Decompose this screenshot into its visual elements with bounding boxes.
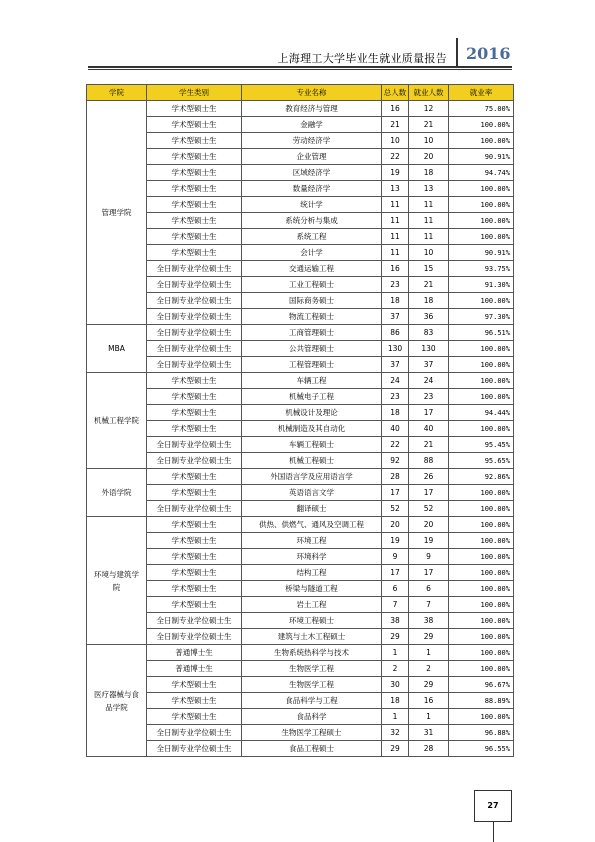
student-type-cell: 全日制专业学位硕士生: [147, 725, 242, 741]
student-type-cell: 学术型硕士生: [147, 197, 242, 213]
rate-cell: 100.00%: [449, 501, 514, 517]
total-cell: 19: [382, 533, 409, 549]
major-cell: 外国语言学及应用语言学: [242, 469, 382, 485]
major-cell: 食品工程硕士: [242, 741, 382, 757]
student-type-cell: 全日制专业学位硕士生: [147, 341, 242, 357]
college-cell: 医疗器械与食品学院: [87, 645, 147, 757]
column-header-student-type: 学生类别: [147, 85, 242, 101]
table-row: [87, 613, 514, 629]
student-type-cell: 学术型硕士生: [147, 597, 242, 613]
major-cell: 工业工程硕士: [242, 277, 382, 293]
employed-cell: 11: [409, 229, 449, 245]
rate-cell: 100.00%: [449, 645, 514, 661]
table-row: [87, 133, 514, 149]
employed-cell: 26: [409, 469, 449, 485]
rate-cell: 100.00%: [449, 357, 514, 373]
total-cell: 130: [382, 341, 409, 357]
table-row: [87, 437, 514, 453]
major-cell: 建筑与土木工程硕士: [242, 629, 382, 645]
employed-cell: 28: [409, 741, 449, 757]
student-type-cell: 全日制专业学位硕士生: [147, 261, 242, 277]
employed-cell: 11: [409, 197, 449, 213]
employed-cell: 37: [409, 357, 449, 373]
table-row: [87, 693, 514, 709]
student-type-cell: 学术型硕士生: [147, 709, 242, 725]
major-cell: 数量经济学: [242, 181, 382, 197]
total-cell: 7: [382, 597, 409, 613]
student-type-cell: 学术型硕士生: [147, 181, 242, 197]
major-cell: 岩土工程: [242, 597, 382, 613]
major-cell: 车辆工程硕士: [242, 437, 382, 453]
major-cell: 会计学: [242, 245, 382, 261]
rate-cell: 97.30%: [449, 309, 514, 325]
major-cell: 机械电子工程: [242, 389, 382, 405]
table-row: [87, 565, 514, 581]
total-cell: 16: [382, 261, 409, 277]
total-cell: 29: [382, 629, 409, 645]
table-row: [87, 229, 514, 245]
rate-cell: 96.55%: [449, 741, 514, 757]
employed-cell: 13: [409, 181, 449, 197]
major-cell: 结构工程: [242, 565, 382, 581]
major-cell: 环境工程: [242, 533, 382, 549]
employed-cell: 17: [409, 405, 449, 421]
employed-cell: 38: [409, 613, 449, 629]
table-row: [87, 469, 514, 485]
total-cell: 1: [382, 709, 409, 725]
student-type-cell: 学术型硕士生: [147, 693, 242, 709]
major-cell: 统计学: [242, 197, 382, 213]
employed-cell: 10: [409, 133, 449, 149]
employed-cell: 12: [409, 101, 449, 117]
major-cell: 机械工程硕士: [242, 453, 382, 469]
total-cell: 18: [382, 693, 409, 709]
total-cell: 23: [382, 389, 409, 405]
total-cell: 13: [382, 181, 409, 197]
total-cell: 1: [382, 645, 409, 661]
table-row: [87, 309, 514, 325]
student-type-cell: 全日制专业学位硕士生: [147, 613, 242, 629]
table-row: [87, 725, 514, 741]
table-row: [87, 581, 514, 597]
major-cell: 供热、供燃气、通风及空调工程: [242, 517, 382, 533]
table-row: [87, 453, 514, 469]
total-cell: 38: [382, 613, 409, 629]
rate-cell: 92.86%: [449, 469, 514, 485]
student-type-cell: 学术型硕士生: [147, 213, 242, 229]
total-cell: 10: [382, 133, 409, 149]
total-cell: 86: [382, 325, 409, 341]
major-cell: 劳动经济学: [242, 133, 382, 149]
rate-cell: 100.00%: [449, 629, 514, 645]
student-type-cell: 学术型硕士生: [147, 117, 242, 133]
total-cell: 24: [382, 373, 409, 389]
total-cell: 21: [382, 117, 409, 133]
rate-cell: 100.00%: [449, 133, 514, 149]
table-row: [87, 197, 514, 213]
rate-cell: 100.00%: [449, 229, 514, 245]
major-cell: 生物医学工程: [242, 677, 382, 693]
total-cell: 40: [382, 421, 409, 437]
college-cell: 环境与建筑学院: [87, 517, 147, 645]
employed-cell: 21: [409, 277, 449, 293]
table-header-row: [87, 85, 514, 101]
rate-cell: 100.00%: [449, 533, 514, 549]
student-type-cell: 学术型硕士生: [147, 165, 242, 181]
rate-cell: 100.00%: [449, 213, 514, 229]
rate-cell: 96.51%: [449, 325, 514, 341]
student-type-cell: 全日制专业学位硕士生: [147, 453, 242, 469]
student-type-cell: 学术型硕士生: [147, 549, 242, 565]
table-body: [87, 101, 514, 757]
page-number: 27: [474, 790, 512, 822]
table-row: [87, 293, 514, 309]
rate-cell: 100.00%: [449, 421, 514, 437]
rate-cell: 100.00%: [449, 549, 514, 565]
major-cell: 环境科学: [242, 549, 382, 565]
page-number-stem: [493, 822, 494, 842]
rate-cell: 100.00%: [449, 565, 514, 581]
major-cell: 金融学: [242, 117, 382, 133]
table-row: [87, 373, 514, 389]
employed-cell: 10: [409, 245, 449, 261]
total-cell: 22: [382, 437, 409, 453]
total-cell: 18: [382, 293, 409, 309]
header-rule: [88, 66, 512, 68]
table-row: [87, 485, 514, 501]
table-row: [87, 389, 514, 405]
employed-cell: 21: [409, 437, 449, 453]
total-cell: 92: [382, 453, 409, 469]
total-cell: 19: [382, 165, 409, 181]
total-cell: 28: [382, 469, 409, 485]
table-row: [87, 597, 514, 613]
total-cell: 17: [382, 485, 409, 501]
employed-cell: 21: [409, 117, 449, 133]
employment-table: [86, 84, 514, 757]
employed-cell: 23: [409, 389, 449, 405]
employed-cell: 20: [409, 517, 449, 533]
employed-cell: 16: [409, 693, 449, 709]
student-type-cell: 学术型硕士生: [147, 485, 242, 501]
major-cell: 交通运输工程: [242, 261, 382, 277]
student-type-cell: 学术型硕士生: [147, 133, 242, 149]
rate-cell: 94.74%: [449, 165, 514, 181]
table-row: [87, 357, 514, 373]
table-row: [87, 421, 514, 437]
table-row: [87, 181, 514, 197]
rate-cell: 91.30%: [449, 277, 514, 293]
total-cell: 37: [382, 357, 409, 373]
table-row: [87, 245, 514, 261]
employed-cell: 1: [409, 645, 449, 661]
employed-cell: 52: [409, 501, 449, 517]
total-cell: 23: [382, 277, 409, 293]
table-row: [87, 517, 514, 533]
total-cell: 11: [382, 197, 409, 213]
student-type-cell: 全日制专业学位硕士生: [147, 309, 242, 325]
major-cell: 公共管理硕士: [242, 341, 382, 357]
column-header-major: 专业名称: [242, 85, 382, 101]
total-cell: 52: [382, 501, 409, 517]
employed-cell: 1: [409, 709, 449, 725]
table-row: [87, 741, 514, 757]
rate-cell: 96.88%: [449, 725, 514, 741]
major-cell: 生物医学工程: [242, 661, 382, 677]
employed-cell: 24: [409, 373, 449, 389]
column-header-employed: 就业人数: [409, 85, 449, 101]
rate-cell: 90.91%: [449, 245, 514, 261]
employed-cell: 29: [409, 629, 449, 645]
major-cell: 食品科学: [242, 709, 382, 725]
employed-cell: 130: [409, 341, 449, 357]
column-header-college: 学院: [87, 85, 147, 101]
report-year: 2016: [466, 44, 511, 63]
major-cell: 机械制造及其自动化: [242, 421, 382, 437]
major-cell: 环境工程硕士: [242, 613, 382, 629]
rate-cell: 90.91%: [449, 149, 514, 165]
student-type-cell: 学术型硕士生: [147, 373, 242, 389]
header-rule-thin: [88, 69, 512, 70]
college-cell: 外语学院: [87, 469, 147, 517]
rate-cell: 95.65%: [449, 453, 514, 469]
employed-cell: 20: [409, 149, 449, 165]
student-type-cell: 全日制专业学位硕士生: [147, 293, 242, 309]
table-row: [87, 165, 514, 181]
employed-cell: 18: [409, 293, 449, 309]
employed-cell: 7: [409, 597, 449, 613]
rate-cell: 100.00%: [449, 181, 514, 197]
major-cell: 食品科学与工程: [242, 693, 382, 709]
total-cell: 11: [382, 213, 409, 229]
rate-cell: 100.00%: [449, 389, 514, 405]
employed-cell: 19: [409, 533, 449, 549]
student-type-cell: 全日制专业学位硕士生: [147, 741, 242, 757]
table-row: [87, 501, 514, 517]
total-cell: 16: [382, 101, 409, 117]
student-type-cell: 学术型硕士生: [147, 581, 242, 597]
table-row: [87, 661, 514, 677]
student-type-cell: 学术型硕士生: [147, 565, 242, 581]
major-cell: 系统分析与集成: [242, 213, 382, 229]
student-type-cell: 全日制专业学位硕士生: [147, 357, 242, 373]
table-row: [87, 101, 514, 117]
major-cell: 车辆工程: [242, 373, 382, 389]
major-cell: 桥梁与隧道工程: [242, 581, 382, 597]
employed-cell: 9: [409, 549, 449, 565]
table-row: [87, 341, 514, 357]
college-cell: 管理学院: [87, 101, 147, 325]
total-cell: 22: [382, 149, 409, 165]
table-row: [87, 549, 514, 565]
employed-cell: 6: [409, 581, 449, 597]
total-cell: 20: [382, 517, 409, 533]
major-cell: 国际商务硕士: [242, 293, 382, 309]
student-type-cell: 学术型硕士生: [147, 229, 242, 245]
major-cell: 工商管理硕士: [242, 325, 382, 341]
total-cell: 18: [382, 405, 409, 421]
total-cell: 2: [382, 661, 409, 677]
major-cell: 企业管理: [242, 149, 382, 165]
employed-cell: 15: [409, 261, 449, 277]
major-cell: 教育经济与管理: [242, 101, 382, 117]
rate-cell: 100.00%: [449, 373, 514, 389]
student-type-cell: 学术型硕士生: [147, 677, 242, 693]
rate-cell: 75.00%: [449, 101, 514, 117]
total-cell: 32: [382, 725, 409, 741]
table-row: [87, 213, 514, 229]
employed-cell: 40: [409, 421, 449, 437]
student-type-cell: 学术型硕士生: [147, 533, 242, 549]
rate-cell: 94.44%: [449, 405, 514, 421]
rate-cell: 93.75%: [449, 261, 514, 277]
total-cell: 29: [382, 741, 409, 757]
employed-cell: 88: [409, 453, 449, 469]
table-row: [87, 629, 514, 645]
employed-cell: 17: [409, 565, 449, 581]
total-cell: 11: [382, 229, 409, 245]
rate-cell: 100.00%: [449, 485, 514, 501]
major-cell: 生物系统热科学与技术: [242, 645, 382, 661]
table-row: [87, 709, 514, 725]
student-type-cell: 全日制专业学位硕士生: [147, 325, 242, 341]
rate-cell: 100.00%: [449, 341, 514, 357]
major-cell: 机械设计及理论: [242, 405, 382, 421]
student-type-cell: 普通博士生: [147, 645, 242, 661]
student-type-cell: 全日制专业学位硕士生: [147, 629, 242, 645]
rate-cell: 100.00%: [449, 709, 514, 725]
rate-cell: 95.45%: [449, 437, 514, 453]
rate-cell: 100.00%: [449, 293, 514, 309]
student-type-cell: 学术型硕士生: [147, 421, 242, 437]
student-type-cell: 学术型硕士生: [147, 101, 242, 117]
rate-cell: 100.00%: [449, 661, 514, 677]
student-type-cell: 学术型硕士生: [147, 245, 242, 261]
total-cell: 30: [382, 677, 409, 693]
rate-cell: 100.00%: [449, 517, 514, 533]
table-row: [87, 277, 514, 293]
employed-cell: 83: [409, 325, 449, 341]
major-cell: 生物医学工程硕士: [242, 725, 382, 741]
table-row: [87, 677, 514, 693]
major-cell: 工程管理硕士: [242, 357, 382, 373]
total-cell: 11: [382, 245, 409, 261]
student-type-cell: 学术型硕士生: [147, 405, 242, 421]
rate-cell: 100.00%: [449, 613, 514, 629]
employed-cell: 2: [409, 661, 449, 677]
rate-cell: 100.00%: [449, 117, 514, 133]
header-divider: [456, 38, 458, 68]
total-cell: 6: [382, 581, 409, 597]
student-type-cell: 学术型硕士生: [147, 149, 242, 165]
table-row: [87, 405, 514, 421]
student-type-cell: 学术型硕士生: [147, 517, 242, 533]
total-cell: 37: [382, 309, 409, 325]
employed-cell: 17: [409, 485, 449, 501]
rate-cell: 100.00%: [449, 581, 514, 597]
student-type-cell: 全日制专业学位硕士生: [147, 437, 242, 453]
rate-cell: 88.89%: [449, 693, 514, 709]
table-row: [87, 149, 514, 165]
college-cell: MBA: [87, 325, 147, 373]
table-row: [87, 117, 514, 133]
student-type-cell: 学术型硕士生: [147, 469, 242, 485]
rate-cell: 100.00%: [449, 197, 514, 213]
table-row: [87, 325, 514, 341]
student-type-cell: 学术型硕士生: [147, 389, 242, 405]
report-title: 上海理工大学毕业生就业质量报告: [277, 52, 447, 65]
total-cell: 9: [382, 549, 409, 565]
student-type-cell: 普通博士生: [147, 661, 242, 677]
employed-cell: 18: [409, 165, 449, 181]
rate-cell: 96.67%: [449, 677, 514, 693]
major-cell: 翻译硕士: [242, 501, 382, 517]
table-row: [87, 261, 514, 277]
major-cell: 区域经济学: [242, 165, 382, 181]
college-cell: 机械工程学院: [87, 373, 147, 469]
student-type-cell: 全日制专业学位硕士生: [147, 277, 242, 293]
employed-cell: 29: [409, 677, 449, 693]
major-cell: 物流工程硕士: [242, 309, 382, 325]
employed-cell: 31: [409, 725, 449, 741]
major-cell: 系统工程: [242, 229, 382, 245]
employed-cell: 11: [409, 213, 449, 229]
column-header-rate: 就业率: [449, 85, 514, 101]
rate-cell: 100.00%: [449, 597, 514, 613]
employed-cell: 36: [409, 309, 449, 325]
column-header-total: 总人数: [382, 85, 409, 101]
student-type-cell: 全日制专业学位硕士生: [147, 501, 242, 517]
table-row: [87, 645, 514, 661]
table-row: [87, 533, 514, 549]
major-cell: 英语语言文学: [242, 485, 382, 501]
total-cell: 17: [382, 565, 409, 581]
